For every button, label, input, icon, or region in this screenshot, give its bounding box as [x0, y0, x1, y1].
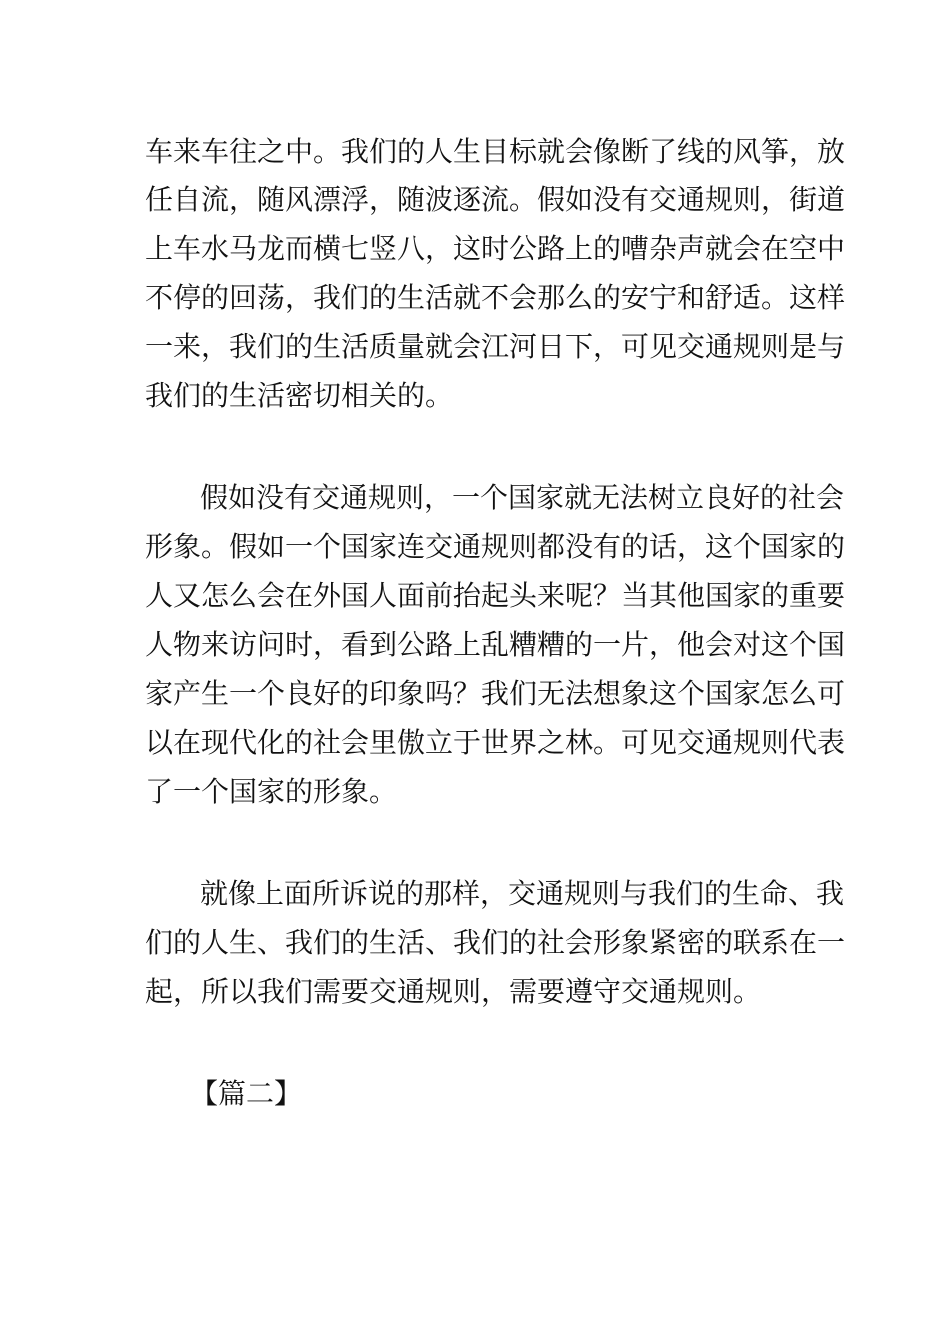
paragraph-line: 不停的回荡，我们的生活就不会那么的安宁和舒适。这样: [145, 281, 846, 314]
paragraph-line: 们的人生、我们的生活、我们的社会形象紧密的联系在一: [145, 926, 846, 959]
paragraph-line: 人又怎么会在外国人面前抬起头来呢？当其他国家的重要: [145, 579, 846, 612]
paragraph-line: 以在现代化的社会里傲立于世界之林。可见交通规则代表: [145, 726, 846, 759]
paragraph-line: 车来车往之中。我们的人生目标就会像断了线的风筝，放: [145, 135, 846, 168]
paragraph-line: 任自流，随风漂浮，随波逐流。假如没有交通规则，街道: [145, 183, 846, 216]
paragraph-line: 我们的生活密切相关的。: [145, 379, 454, 412]
paragraph-line: 家产生一个良好的印象吗？我们无法想象这个国家怎么可: [145, 677, 846, 710]
paragraph-line: 上车水马龙而横七竖八，这时公路上的嘈杂声就会在空中: [145, 232, 846, 265]
paragraph-line: 就像上面所诉说的那样，交通规则与我们的生命、我: [200, 877, 845, 910]
paragraph-line: 了一个国家的形象。: [145, 775, 398, 808]
paragraph-line: 人物来访问时，看到公路上乱糟糟的一片，他会对这个国: [145, 628, 846, 661]
paragraph-line: 一来，我们的生活质量就会江河日下，可见交通规则是与: [145, 330, 846, 363]
paragraph-line: 起，所以我们需要交通规则，需要遵守交通规则。: [145, 975, 762, 1008]
paragraph-line: 假如没有交通规则，一个国家就无法树立良好的社会: [200, 481, 845, 514]
paragraph-line: 形象。假如一个国家连交通规则都没有的话，这个国家的: [145, 530, 846, 563]
section-heading: 【篇二】: [190, 1077, 303, 1110]
